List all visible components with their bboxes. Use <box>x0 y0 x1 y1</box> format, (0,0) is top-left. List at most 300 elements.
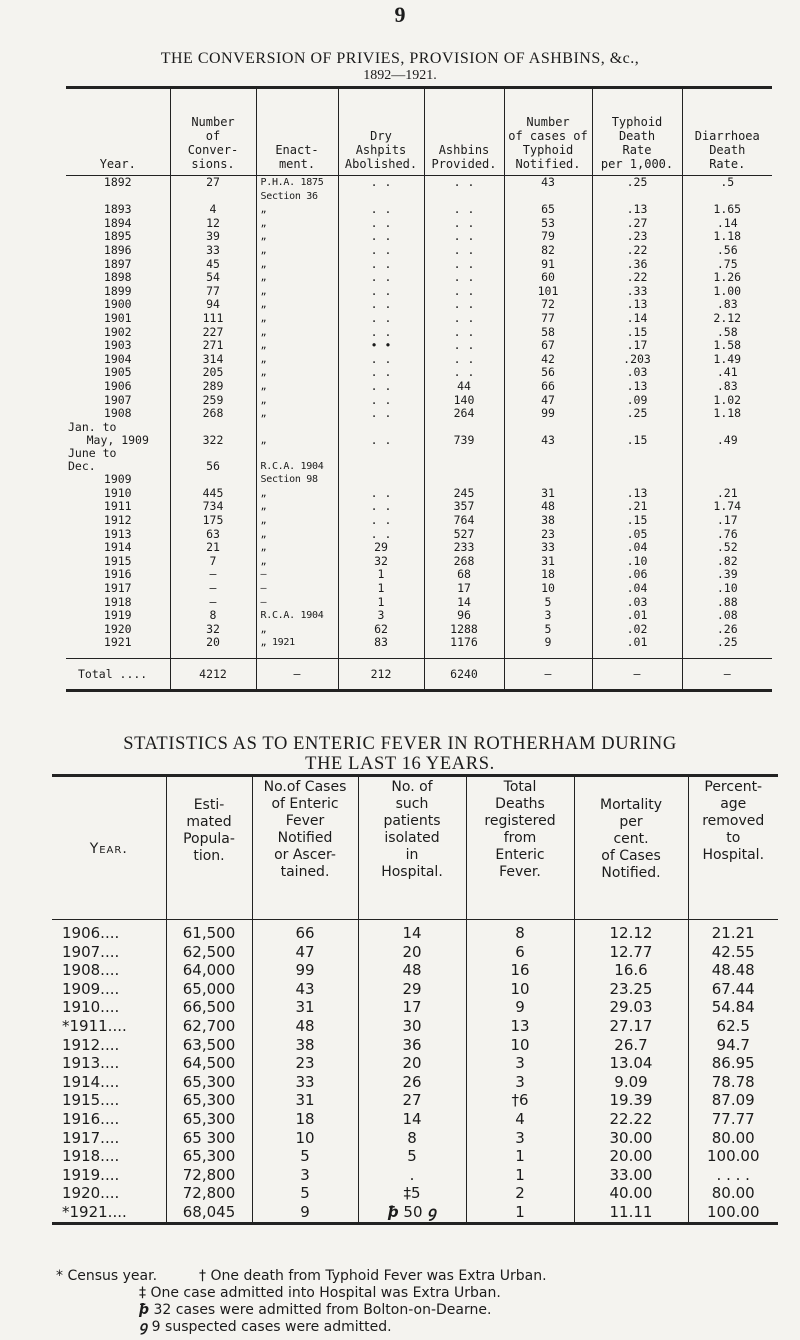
cell-ashbins: . . <box>424 176 504 190</box>
cell-enactment: „ <box>256 339 338 353</box>
cell-ashbins: . . <box>424 258 504 272</box>
cell-notified: 33 <box>252 1073 358 1092</box>
table-row <box>66 568 772 582</box>
cell-percent-removed: 54.84 <box>688 998 778 1017</box>
cell-percent-removed: . . . . <box>688 1166 778 1185</box>
cell-population: 72,800 <box>166 1166 252 1185</box>
cell-enactment: „ <box>256 271 338 285</box>
table-row <box>66 609 772 623</box>
cell-mortality: 27.17 <box>574 1017 688 1036</box>
table-row <box>66 271 772 285</box>
header-typhoid-cases: Number of cases of Typhoid Notified. <box>504 88 592 176</box>
cell-ashbins: . . <box>424 271 504 285</box>
cell-enactment: — <box>256 582 338 596</box>
cell-ashbins: 739 <box>424 434 504 448</box>
spacer-cell <box>66 650 170 659</box>
cell-isolated: 36 <box>358 1036 466 1055</box>
table-row <box>52 1036 778 1055</box>
cell-ashbins <box>424 460 504 473</box>
cell-year: 1900 <box>103 297 132 312</box>
cell-ashbins: . . <box>424 285 504 299</box>
cell-enactment: „ <box>256 394 338 408</box>
cell-population: 64,500 <box>166 1054 252 1073</box>
cell-ashpits: . . <box>338 326 424 340</box>
cell-mortality: 29.03 <box>574 998 688 1017</box>
cell-deaths: 1 <box>466 1147 574 1166</box>
cell-year: 1909.... <box>62 979 120 998</box>
cell-ashbins: 68 <box>424 568 504 582</box>
cell-year: 1908 <box>103 406 132 421</box>
cell-percent-removed: 87.09 <box>688 1091 778 1110</box>
table-row <box>66 176 772 190</box>
cell-year: 1904 <box>103 351 132 366</box>
cell-conversions: 111 <box>170 312 256 326</box>
cell-ashpits: . . <box>338 500 424 514</box>
cell-typhoid-cases: 38 <box>504 514 592 528</box>
page-number: 9 <box>394 2 406 27</box>
table1-subtitle: 1892—1921. <box>363 68 437 83</box>
cell-year: 1907.... <box>62 942 120 961</box>
cell-ashbins: 245 <box>424 487 504 501</box>
cell-conversions: 289 <box>170 380 256 394</box>
cell-ashbins: 357 <box>424 500 504 514</box>
cell-diarrhoea-rate: .21 <box>682 487 772 501</box>
cell-enactment: „ <box>256 230 338 244</box>
cell-conversions: 94 <box>170 298 256 312</box>
cell-year: Dec. <box>68 459 96 474</box>
cell-diarrhoea-rate: .76 <box>682 528 772 542</box>
cell-typhoid-cases: 31 <box>504 555 592 569</box>
cell-year: May, 1909 <box>86 432 149 447</box>
table-row <box>52 980 778 999</box>
cell-typhoid-rate <box>592 473 682 487</box>
table-row <box>52 1054 778 1073</box>
cell-isolated: 14 <box>358 1110 466 1129</box>
cell-mortality: 19.39 <box>574 1091 688 1110</box>
cell-notified: 99 <box>252 961 358 980</box>
cell-deaths: 3 <box>466 1073 574 1092</box>
cell-conversions: 45 <box>170 258 256 272</box>
cell-ashbins: . . <box>424 353 504 367</box>
cell-ashbins: 264 <box>424 407 504 421</box>
cell-typhoid-cases: 5 <box>504 623 592 637</box>
cell-typhoid-rate: .06 <box>592 568 682 582</box>
cell-typhoid-rate: .10 <box>592 555 682 569</box>
cell-diarrhoea-rate <box>682 421 772 434</box>
cell-year: 1920.... <box>62 1184 120 1203</box>
cell-ashpits <box>338 190 424 204</box>
cell-diarrhoea-rate: .58 <box>682 326 772 340</box>
cell-population: 65,300 <box>166 1073 252 1092</box>
cell-ashpits: • • <box>338 339 424 353</box>
table-row <box>52 1091 778 1110</box>
cell-enactment: „ <box>256 487 338 501</box>
table1-title: THE CONVERSION OF PRIVIES, PROVISION OF ASHBINS, &c., <box>160 50 640 67</box>
cell-typhoid-cases: 99 <box>504 407 592 421</box>
cell-enactment: — <box>256 596 338 610</box>
cell-diarrhoea-rate: .25 <box>682 636 772 650</box>
cell-typhoid-cases: 5 <box>504 596 592 610</box>
table-row <box>52 1073 778 1092</box>
cell-typhoid-rate: .15 <box>592 514 682 528</box>
cell-typhoid-rate: .03 <box>592 596 682 610</box>
table-row <box>52 1147 778 1166</box>
cell-mortality: 12.12 <box>574 920 688 943</box>
cell-typhoid-rate <box>592 421 682 434</box>
cell-year: 1906.... <box>62 924 120 942</box>
cell-ashpits: . . <box>338 407 424 421</box>
cell-enactment <box>256 421 338 434</box>
cell-enactment: „ <box>256 217 338 231</box>
cell-typhoid-rate <box>592 460 682 473</box>
cell-year <box>66 190 170 204</box>
cell-conversions: 77 <box>170 285 256 299</box>
cell-ashpits: . . <box>338 217 424 231</box>
cell-conversions: 27 <box>170 176 256 190</box>
cell-enactment: Section 36 <box>256 190 338 204</box>
cell-enactment: R.C.A. 1904 <box>256 460 338 473</box>
cell-year: June to <box>68 446 117 461</box>
total-typhoid-rate: — <box>592 659 682 691</box>
total-row <box>66 659 772 691</box>
cell-typhoid-rate: .04 <box>592 541 682 555</box>
cell-conversions: 271 <box>170 339 256 353</box>
cell-typhoid-rate: .203 <box>592 353 682 367</box>
header-year: Year. <box>66 88 170 176</box>
table-row <box>66 380 772 394</box>
cell-ashbins: 1176 <box>424 636 504 650</box>
table-row <box>66 394 772 408</box>
header-conversions: Number of Conver- sions. <box>170 88 256 176</box>
footnote-suspected: ꝯ 9 suspected cases were admitted. <box>139 1319 392 1335</box>
cell-typhoid-rate: .13 <box>592 298 682 312</box>
cell-conversions: 21 <box>170 541 256 555</box>
cell-ashpits: 29 <box>338 541 424 555</box>
table-row <box>66 596 772 610</box>
cell-year: 1910.... <box>62 998 120 1017</box>
cell-deaths: 13 <box>466 1017 574 1036</box>
cell-ashpits: . . <box>338 487 424 501</box>
cell-notified: 5 <box>252 1147 358 1166</box>
cell-diarrhoea-rate: 1.18 <box>682 407 772 421</box>
cell-ashpits: . . <box>338 394 424 408</box>
cell-year: 1895 <box>103 229 132 244</box>
cell-typhoid-cases: 77 <box>504 312 592 326</box>
table2-title-line1: STATISTICS AS TO ENTERIC FEVER IN ROTHERHAM DURING <box>123 734 677 754</box>
cell-year: 1916 <box>103 567 132 582</box>
table2-body <box>52 920 778 1224</box>
cell-typhoid-cases: 79 <box>504 230 592 244</box>
cell-typhoid-cases <box>504 447 592 460</box>
table-row <box>66 541 772 555</box>
header-enactment: Enact- ment. <box>256 88 338 176</box>
cell-diarrhoea-rate: .26 <box>682 623 772 637</box>
cell-diarrhoea-rate: .52 <box>682 541 772 555</box>
cell-isolated: 20 <box>358 943 466 962</box>
cell-isolated: ‡5 <box>358 1184 466 1203</box>
cell-enactment: „ <box>256 366 338 380</box>
cell-typhoid-cases: 23 <box>504 528 592 542</box>
cell-typhoid-rate: .13 <box>592 380 682 394</box>
cell-typhoid-cases: 66 <box>504 380 592 394</box>
table-row <box>66 447 772 460</box>
cell-conversions: 268 <box>170 407 256 421</box>
total-diarrhoea-rate: — <box>682 659 772 691</box>
cell-year: 1907 <box>103 392 132 407</box>
cell-typhoid-rate: .21 <box>592 500 682 514</box>
cell-ashbins: 1288 <box>424 623 504 637</box>
cell-ashbins: . . <box>424 217 504 231</box>
cell-ashbins: . . <box>424 366 504 380</box>
spacer-row <box>66 650 772 659</box>
cell-diarrhoea-rate: .41 <box>682 366 772 380</box>
cell-enactment: „ <box>256 528 338 542</box>
cell-ashbins <box>424 421 504 434</box>
cell-ashpits: . . <box>338 366 424 380</box>
cell-typhoid-rate: .04 <box>592 582 682 596</box>
cell-enactment: P.H.A. 1875 <box>256 176 338 190</box>
cell-deaths: 1 <box>466 1166 574 1185</box>
cell-enactment: „ <box>256 407 338 421</box>
cell-enactment: „ <box>256 285 338 299</box>
cell-typhoid-rate: .01 <box>592 609 682 623</box>
cell-diarrhoea-rate: 1.58 <box>682 339 772 353</box>
cell-notified: 47 <box>252 943 358 962</box>
footnotes <box>56 1268 786 1336</box>
cell-typhoid-rate: .17 <box>592 339 682 353</box>
cell-diarrhoea-rate: .17 <box>682 514 772 528</box>
cell-enactment: „ <box>256 312 338 326</box>
table-row <box>52 1184 778 1203</box>
cell-conversions: 54 <box>170 271 256 285</box>
cell-typhoid-cases: 67 <box>504 339 592 353</box>
symbol-b-icon: ꝯ <box>139 1319 148 1335</box>
cell-ashpits <box>338 421 424 434</box>
cell-ashpits: . . <box>338 176 424 190</box>
cell-year: 1894 <box>103 215 132 230</box>
cell-mortality: 12.77 <box>574 943 688 962</box>
cell-population: 72,800 <box>166 1184 252 1203</box>
total-typhoid-cases: — <box>504 659 592 691</box>
cell-ashpits: 3 <box>338 609 424 623</box>
cell-deaths: †6 <box>466 1091 574 1110</box>
cell-ashbins: . . <box>424 244 504 258</box>
symbol-a-icon: ꝥ <box>139 1302 150 1318</box>
cell-enactment: „ 1921 <box>256 636 338 650</box>
table-row <box>52 961 778 980</box>
cell-ashpits: . . <box>338 528 424 542</box>
cell-ashbins: 140 <box>424 394 504 408</box>
cell-typhoid-cases: 72 <box>504 298 592 312</box>
cell-deaths: 8 <box>466 920 574 943</box>
cell-year: 1911 <box>103 499 132 514</box>
cell-ashpits: 62 <box>338 623 424 637</box>
cell-typhoid-cases <box>504 460 592 473</box>
cell-enactment: „ <box>256 244 338 258</box>
cell-conversions: 20 <box>170 636 256 650</box>
cell-year: 1920 <box>103 621 132 636</box>
cell-year: 1917 <box>103 581 132 596</box>
cell-typhoid-cases: 42 <box>504 353 592 367</box>
cell-typhoid-cases: 10 <box>504 582 592 596</box>
cell-notified: 10 <box>252 1129 358 1148</box>
table-row <box>66 500 772 514</box>
cell-typhoid-rate: .13 <box>592 203 682 217</box>
t2-header-deaths: Total Deaths registered from Enteric Fever. <box>466 776 574 920</box>
cell-ashbins: 96 <box>424 609 504 623</box>
cell-diarrhoea-rate: .83 <box>682 380 772 394</box>
cell-population: 65 300 <box>166 1129 252 1148</box>
cell-conversions: 39 <box>170 230 256 244</box>
table-row <box>66 460 772 473</box>
header-diarrhoea-rate: Diarrhoea Death Rate. <box>682 88 772 176</box>
cell-enactment: Section 98 <box>256 473 338 487</box>
cell-population: 65,300 <box>166 1091 252 1110</box>
cell-conversions: 63 <box>170 528 256 542</box>
cell-ashpits: . . <box>338 312 424 326</box>
symbol-b-icon: ꝯ <box>427 1202 437 1221</box>
cell-diarrhoea-rate: .10 <box>682 582 772 596</box>
cell-notified: 66 <box>252 920 358 943</box>
cell-typhoid-cases: 48 <box>504 500 592 514</box>
cell-mortality: 23.25 <box>574 980 688 999</box>
t2-header-isolated: No. of such patients isolated in Hospital. <box>358 776 466 920</box>
cell-enactment: „ <box>256 541 338 555</box>
cell-conversions: 175 <box>170 514 256 528</box>
cell-year: 1901 <box>103 310 132 325</box>
table-row <box>66 636 772 650</box>
cell-diarrhoea-rate: 1.49 <box>682 353 772 367</box>
table-row <box>66 326 772 340</box>
cell-conversions <box>170 473 256 487</box>
cell-deaths: 2 <box>466 1184 574 1203</box>
table-row <box>66 244 772 258</box>
cell-typhoid-cases: 47 <box>504 394 592 408</box>
cell-conversions: — <box>170 596 256 610</box>
table2-title-line2: THE LAST 16 YEARS. <box>305 754 495 774</box>
cell-ashpits: 1 <box>338 568 424 582</box>
cell-isolated: . <box>358 1166 466 1185</box>
cell-mortality: 16.6 <box>574 961 688 980</box>
cell-ashbins: . . <box>424 298 504 312</box>
cell-enactment: „ <box>256 258 338 272</box>
cell-diarrhoea-rate: 1.26 <box>682 271 772 285</box>
cell-isolated: 20 <box>358 1054 466 1073</box>
t2-header-population: Esti- mated Popula- tion. <box>166 776 252 920</box>
cell-year: 1896 <box>103 242 132 257</box>
cell-typhoid-rate: .14 <box>592 312 682 326</box>
table-row <box>66 366 772 380</box>
cell-population: 66,500 <box>166 998 252 1017</box>
enteric-fever-table <box>52 774 778 1225</box>
table2-title <box>0 734 800 774</box>
cell-diarrhoea-rate: .75 <box>682 258 772 272</box>
total-label: Total .... <box>66 659 170 691</box>
cell-year: 1906 <box>103 378 132 393</box>
cell-typhoid-rate: .33 <box>592 285 682 299</box>
table-row <box>66 258 772 272</box>
cell-typhoid-rate: .22 <box>592 244 682 258</box>
cell-enactment <box>256 447 338 460</box>
cell-ashpits: 1 <box>338 596 424 610</box>
cell-ashbins: 44 <box>424 380 504 394</box>
cell-percent-removed: 80.00 <box>688 1129 778 1148</box>
t2-header-removed: Percent- age removed to Hospital. <box>688 776 778 920</box>
spacer-cell <box>682 650 772 659</box>
spacer-cell <box>256 650 338 659</box>
cell-notified: 18 <box>252 1110 358 1129</box>
t2-header-notified: No.of Cases of Enteric Fever Notified or Ascer- tained. <box>252 776 358 920</box>
cell-year: 1917.... <box>62 1128 120 1147</box>
cell-enactment: „ <box>256 500 338 514</box>
cell-diarrhoea-rate: .5 <box>682 176 772 190</box>
cell-year: Jan. to <box>68 419 117 434</box>
table-row <box>66 623 772 637</box>
cell-enactment: „ <box>256 434 338 448</box>
cell-ashbins <box>424 447 504 460</box>
cell-ashbins: . . <box>424 312 504 326</box>
cell-year: *1911.... <box>62 1016 127 1035</box>
cell-conversions: — <box>170 582 256 596</box>
cell-diarrhoea-rate: 2.12 <box>682 312 772 326</box>
cell-typhoid-rate: .02 <box>592 623 682 637</box>
cell-ashpits <box>338 447 424 460</box>
cell-percent-removed: 100.00 <box>688 1147 778 1166</box>
cell-deaths: 4 <box>466 1110 574 1129</box>
cell-typhoid-cases: 18 <box>504 568 592 582</box>
cell-notified: 9 <box>252 1203 358 1223</box>
cell-ashbins: . . <box>424 203 504 217</box>
cell-conversions: 12 <box>170 217 256 231</box>
cell-ashpits: . . <box>338 353 424 367</box>
cell-typhoid-cases: 53 <box>504 217 592 231</box>
spacer-cell <box>504 650 592 659</box>
cell-ashpits: . . <box>338 258 424 272</box>
cell-notified: 5 <box>252 1184 358 1203</box>
cell-typhoid-rate: .25 <box>592 407 682 421</box>
cell-typhoid-cases: 82 <box>504 244 592 258</box>
cell-enactment: „ <box>256 514 338 528</box>
cell-notified: 3 <box>252 1166 358 1185</box>
cell-conversions: 314 <box>170 353 256 367</box>
cell-percent-removed: 42.55 <box>688 943 778 962</box>
table-row <box>66 217 772 231</box>
isolated-value: 50 <box>398 1202 428 1221</box>
cell-year: 1893 <box>103 202 132 217</box>
table-row <box>52 943 778 962</box>
cell-typhoid-rate: .36 <box>592 258 682 272</box>
total-conversions: 4212 <box>170 659 256 691</box>
cell-year: 1897 <box>103 256 132 271</box>
cell-typhoid-cases: 33 <box>504 541 592 555</box>
table-row <box>66 407 772 421</box>
header-ashbins: Ashbins Provided. <box>424 88 504 176</box>
table-row <box>66 528 772 542</box>
table-row <box>66 434 772 448</box>
total-ashpits: 212 <box>338 659 424 691</box>
cell-year: 1908.... <box>62 961 120 980</box>
cell-percent-removed: 48.48 <box>688 961 778 980</box>
cell-percent-removed: 86.95 <box>688 1054 778 1073</box>
table1-body <box>66 176 772 691</box>
cell-enactment: „ <box>256 298 338 312</box>
cell-year: 1910 <box>103 485 132 500</box>
footnote-bolton: ꝥ 32 cases were admitted from Bolton-on-Dearne. <box>139 1302 492 1318</box>
cell-conversions: 32 <box>170 623 256 637</box>
cell-typhoid-rate: .22 <box>592 271 682 285</box>
cell-year: 1915 <box>103 553 132 568</box>
cell-mortality: 22.22 <box>574 1110 688 1129</box>
